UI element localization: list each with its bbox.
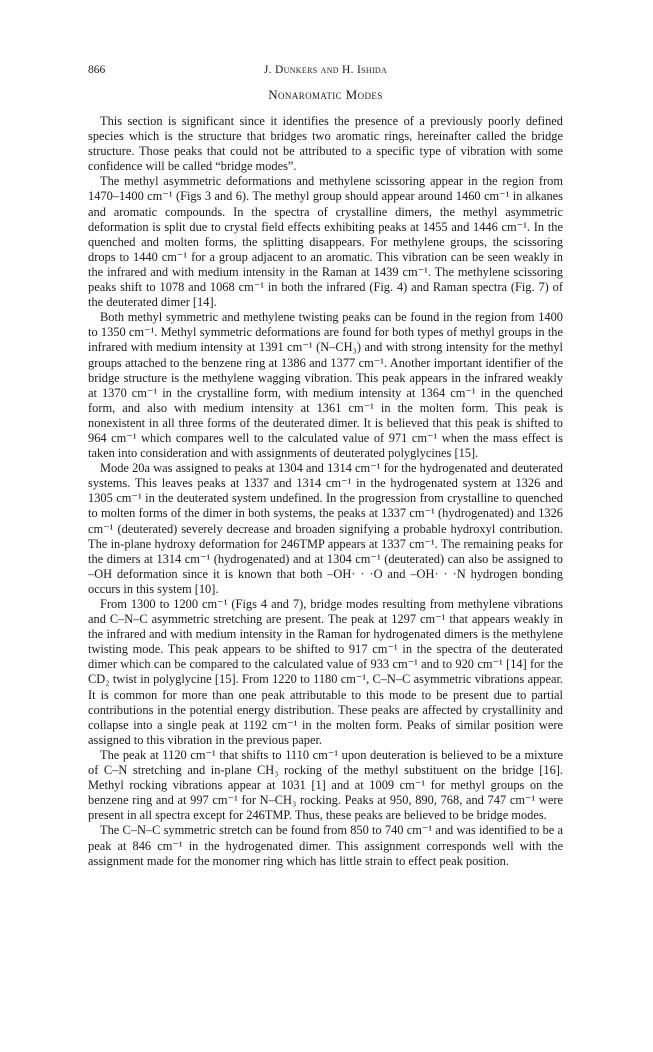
section-title: Nonaromatic Modes xyxy=(268,87,383,102)
paragraph: The peak at 1120 cm⁻¹ that shifts to 1110 cm⁻¹ upon deuteration is believed to be a mixture of C–N stretching and in-plane CH₃ rocking of the methyl substituent on the bridge [16]. Methyl rocking vibrations appear at 1031 [1] and at 1009 cm⁻¹ for methyl groups on the benzene ring and at 997 cm⁻¹ for N–CH₃ rocking. Peaks at 950, 890, 768, and 747 cm⁻¹ were present in all spectra except for 246TMP. Thus, these peaks are believed to be bridge modes. xyxy=(88,747,563,823)
page-header xyxy=(88,64,563,80)
running-head: J. Dunkers and H. Ishida xyxy=(263,64,388,76)
page-number: 866 xyxy=(88,64,106,76)
body-text xyxy=(88,114,563,869)
paragraph: This section is significant since it identifies the presence of a previously poorly defined species which is the structure that bridges two aromatic rings, hereinafter called the bridge structure. Those peaks that could not be attributed to a specific type of vibration with some confidence will be called “bridge modes”. xyxy=(88,114,563,174)
paragraph: The methyl asymmetric deformations and methylene scissoring appear in the region from 1470–1400 cm⁻¹ (Figs 3 and 6). The methyl group should appear around 1460 cm⁻¹ in alkanes and aromatic compounds. In the spectra of crystalline dimers, the methyl asymmetric deformation is split due to crystal field effects exhibiting peaks at 1455 and 1446 cm⁻¹. In the quenched and molten forms, the splitting disappears. For methylene groups, the scissoring drops to 1440 cm⁻¹ for a group adjacent to an aromatic. This vibration can be seen weakly in the infrared and with medium intensity in the Raman at 1439 cm⁻¹. The methylene scissoring peaks shift to 1078 and 1068 cm⁻¹ in both the infrared (Fig. 4) and Raman spectra (Fig. 7) of the deuterated dimer [14]. xyxy=(88,174,563,310)
paragraph: Both methyl symmetric and methylene twisting peaks can be found in the region from 1400 to 1350 cm⁻¹. Methyl symmetric deformations are found for both types of methyl groups in the infrared with medium intensity at 1391 cm⁻¹ (N–CH₃) and with strong intensity for the methyl groups attached to the benzene ring at 1386 and 1377 cm⁻¹. Another important identifier of the bridge structure is the methylene wagging vibration. This peak appears in the infrared weakly at 1370 cm⁻¹ in the crystalline form, with medium intensity at 1364 cm⁻¹ in the quenched form, and also with medium intensity at 1361 cm⁻¹ in the molten form. This peak is nonexistent in all three forms of the deuterated dimer. It is believed that this peak is shifted to 964 cm⁻¹ which compares well to the calculated value of 971 cm⁻¹ when the mass effect is taken into consideration and with assignments of deuterated polyglycines [15]. xyxy=(88,310,563,461)
paragraph: The C–N–C symmetric stretch can be found from 850 to 740 cm⁻¹ and was identified to be a peak at 846 cm⁻¹ in the hydrogenated dimer. This assignment corresponds well with the assignment made for the monomer ring which has little strain to effect peak position. xyxy=(88,823,563,868)
paragraph: Mode 20a was assigned to peaks at 1304 and 1314 cm⁻¹ for the hydrogenated and deuterated systems. This leaves peaks at 1337 and 1314 cm⁻¹ in the hydrogenated system at 1326 and 1305 cm⁻¹ in the deuterated system undefined. In the progression from crystalline to quenched to molten forms of the dimer in both systems, the peaks at 1337 cm⁻¹ (hydrogenated) and 1326 cm⁻¹ (deuterated) severely decrease and broaden signifying a probable hydroxyl contribution. The in-plane hydroxy deformation for 246TMP appears at 1337 cm⁻¹. The remaining peaks for the dimers at 1314 cm⁻¹ (hydrogenated) and at 1304 cm⁻¹ (deuterated) can also be assigned to –OH deformation since it is known that both –OH· · ·O and –OH· · ·N hydrogen bonding occurs in this system [10]. xyxy=(88,461,563,596)
paragraph: From 1300 to 1200 cm⁻¹ (Figs 4 and 7), bridge modes resulting from methylene vibrations and C–N–C asymmetric stretching are present. The peak at 1297 cm⁻¹ that appears weakly in the infrared and with medium intensity in the Raman for hydrogenated dimers is the methylene twisting mode. This peak appears to be shifted to 917 cm⁻¹ in the spectra of the deuterated dimer which can be compared to the calculated value of 933 cm⁻¹ and to 920 cm⁻¹ [14] for the CD₂ twist in polyglycine [15]. From 1220 to 1180 cm⁻¹, C–N–C asymmetric vibrations appear. It is common for more than one peak attributable to this mode to be present due to partial contributions in the potential energy distribution. These peaks are affected by crystallinity and collapse into a single peak at 1192 cm⁻¹ in the molten form. Peaks of similar position were assigned to this vibration in the previous paper. xyxy=(88,597,563,747)
